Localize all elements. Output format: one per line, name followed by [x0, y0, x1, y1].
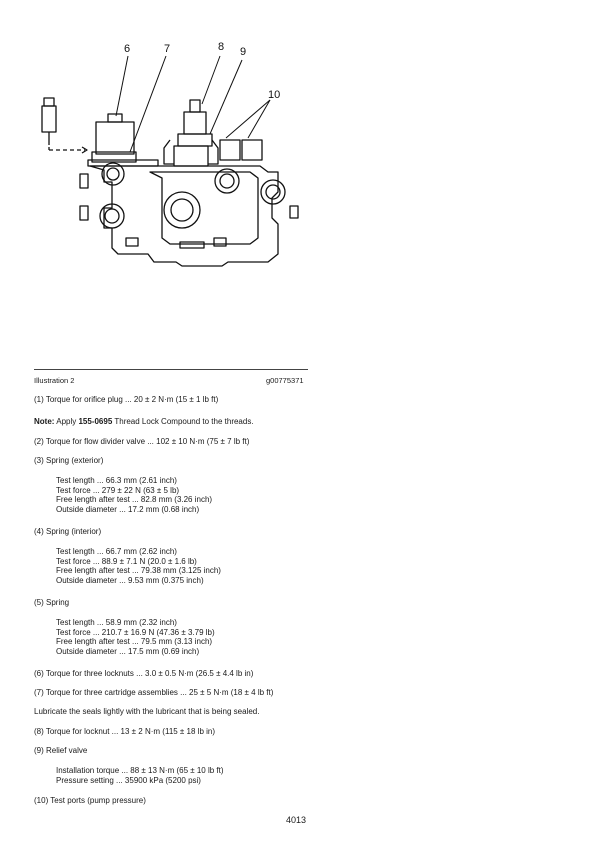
callout-6: 6: [124, 43, 131, 55]
item-3-specs: [56, 476, 212, 514]
item-6: (6) Torque for three locknuts ... 3.0 ± 0.5 N·m (26.5 ± 4.4 lb in): [34, 669, 254, 678]
spec-line: Outside diameter ... 17.2 mm (0.68 inch): [56, 504, 200, 514]
note: [34, 417, 254, 426]
note-part-number: 155-0695: [78, 417, 113, 426]
note-pre: Apply: [54, 417, 79, 426]
spec-line: Test force ... 279 ± 22 N (63 ± 5 lb): [56, 485, 180, 495]
item-9: (9) Relief valve: [34, 746, 88, 755]
callout-10: 10: [268, 89, 281, 101]
lubricate-note: Lubricate the seals lightly with the lubricant that is being sealed.: [34, 707, 260, 716]
spec-line: Free length after test ... 82.8 mm (3.26 inch): [56, 495, 213, 505]
item-10: (10) Test ports (pump pressure): [34, 796, 146, 805]
item-1: (1) Torque for orifice plug ... 20 ± 2 N·m (15 ± 1 lb ft): [34, 395, 219, 404]
callout-7: 7: [164, 43, 171, 55]
item-9-specs: [56, 766, 224, 785]
item-4-specs: [56, 547, 221, 585]
callout-9: 9: [240, 46, 247, 58]
page-number: 4013: [286, 815, 307, 825]
spec-line: Free length after test ... 79.5 mm (3.13 inch): [56, 637, 213, 647]
item-5-specs: [56, 618, 215, 656]
spec-line: Test force ... 210.7 ± 16.9 N (47.36 ± 3.79 lb): [56, 627, 215, 637]
spec-line: Free length after test ... 79.38 mm (3.125 inch): [56, 566, 221, 576]
spec-line: Test length ... 58.9 mm (2.32 inch): [56, 618, 177, 627]
spec-line: Test length ... 66.7 mm (2.62 inch): [56, 547, 177, 556]
callout-8: 8: [218, 41, 225, 53]
item-5: (5) Spring: [34, 598, 70, 607]
item-3: (3) Spring (exterior): [34, 456, 104, 465]
spec-line: Installation torque ... 88 ± 13 N·m (65 ± 10 lb ft): [56, 766, 224, 775]
caption-id: g00775371: [266, 376, 304, 385]
valve-assembly-illustration: [30, 30, 330, 270]
caption-rule: [34, 369, 308, 370]
item-4: (4) Spring (interior): [34, 527, 102, 536]
item-7: (7) Torque for three cartridge assemblies ... 25 ± 5 N·m (18 ± 4 lb ft): [34, 688, 274, 697]
item-2: (2) Torque for flow divider valve ... 102 ± 10 N·m (75 ± 7 lb ft): [34, 437, 250, 446]
spec-line: Outside diameter ... 17.5 mm (0.69 inch): [56, 646, 200, 656]
note-post: Thread Lock Compound to the threads.: [112, 417, 254, 426]
caption-label: Illustration 2: [34, 376, 75, 385]
spec-line: Test length ... 66.3 mm (2.61 inch): [56, 476, 177, 485]
note-label: Note:: [34, 417, 55, 426]
spec-line: Outside diameter ... 9.53 mm (0.375 inch): [56, 575, 204, 585]
spec-line: Test force ... 88.9 ± 7.1 N (20.0 ± 1.6 lb): [56, 556, 197, 566]
item-8: (8) Torque for locknut ... 13 ± 2 N·m (115 ± 18 lb in): [34, 727, 216, 736]
spec-line: Pressure setting ... 35900 kPa (5200 psi): [56, 775, 201, 785]
